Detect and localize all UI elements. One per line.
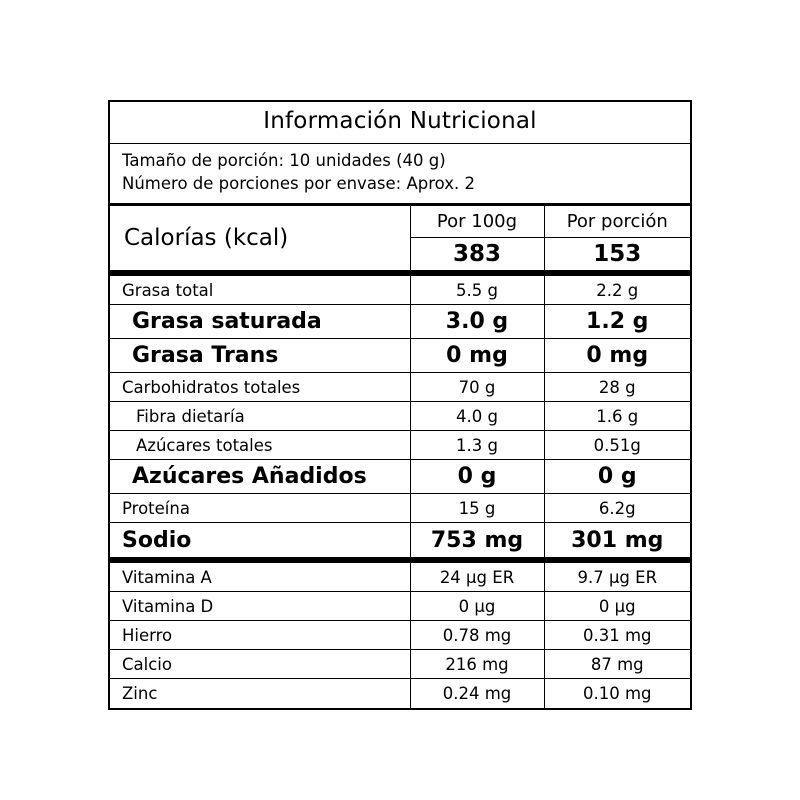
table-row: [110, 679, 690, 708]
panel-title: Información Nutricional: [263, 108, 537, 134]
nutrient-per-100g: 70 g: [410, 373, 544, 402]
micronutrient-name: Vitamina D: [110, 592, 410, 621]
calories-value-per-serving: 153: [544, 238, 690, 270]
nutrient-per-100g: 3.0 g: [410, 305, 544, 339]
nutrient-per-serving: 2.2 g: [544, 276, 690, 305]
nutrient-per-100g: 0 mg: [410, 339, 544, 373]
nutrient-per-serving: 1.2 g: [544, 305, 690, 339]
micronutrients-table: [110, 563, 690, 708]
nutrient-per-100g: 5.5 g: [410, 276, 544, 305]
calories-header-row: [110, 206, 690, 238]
micronutrient-name: Vitamina A: [110, 563, 410, 592]
nutrient-name: Azúcares totales: [110, 431, 410, 460]
micronutrient-per-100g: 0.24 mg: [410, 679, 544, 708]
nutrient-name: Grasa Trans: [110, 339, 410, 373]
calories-label: Calorías (kcal): [124, 224, 289, 251]
table-row: [110, 276, 690, 305]
nutrient-per-100g: 4.0 g: [410, 402, 544, 431]
nutrients-table: [110, 276, 690, 557]
micronutrient-per-100g: 24 µg ER: [410, 563, 544, 592]
table-row: [110, 373, 690, 402]
table-row: [110, 650, 690, 679]
calories-value-per-100g: 383: [410, 238, 544, 270]
table-row: [110, 563, 690, 592]
nutrient-per-100g: 1.3 g: [410, 431, 544, 460]
micronutrient-name: Zinc: [122, 684, 158, 704]
table-row: [110, 523, 690, 557]
serving-info-block: [110, 144, 690, 203]
micronutrient-per-serving: 0 µg: [544, 592, 690, 621]
micronutrient-per-serving: 0.31 mg: [544, 621, 690, 650]
nutrient-per-serving: 0 mg: [544, 339, 690, 373]
table-row: [110, 339, 690, 373]
nutrient-name: Azúcares Añadidos: [110, 460, 410, 494]
micronutrient-per-serving: 87 mg: [544, 650, 690, 679]
nutrient-per-serving: 6.2g: [544, 494, 690, 523]
nutrient-per-serving: 301 mg: [544, 523, 690, 557]
column-header-per-100g: Por 100g: [410, 206, 544, 238]
nutrient-name: Grasa total: [110, 276, 410, 305]
nutrient-per-serving: 0.51g: [544, 431, 690, 460]
micronutrient-name: Calcio: [110, 650, 410, 679]
micronutrient-name: Hierro: [110, 621, 410, 650]
table-row: [110, 621, 690, 650]
nutrient-per-serving: 28 g: [544, 373, 690, 402]
nutrient-per-100g: 15 g: [410, 494, 544, 523]
micronutrient-per-100g: 216 mg: [410, 650, 544, 679]
column-header-per-serving: Por porción: [544, 206, 690, 238]
nutrient-name: Fibra dietaría: [110, 402, 410, 431]
nutrient-name: Proteína: [110, 494, 410, 523]
nutrient-per-100g: 0 g: [410, 460, 544, 494]
nutrition-facts-panel: [108, 100, 692, 710]
calories-table: [110, 206, 690, 270]
table-row: [110, 402, 690, 431]
nutrient-per-serving: 1.6 g: [544, 402, 690, 431]
micronutrient-per-serving: 9.7 µg ER: [544, 563, 690, 592]
table-row: [110, 592, 690, 621]
nutrient-name: Grasa saturada: [110, 305, 410, 339]
nutrient-per-100g: 753 mg: [410, 523, 544, 557]
table-row: [110, 305, 690, 339]
micronutrient-per-100g: 0 µg: [410, 592, 544, 621]
micronutrient-per-serving: 0.10 mg: [544, 679, 690, 708]
nutrient-name: Carbohidratos totales: [110, 373, 410, 402]
micronutrient-per-100g: 0.78 mg: [410, 621, 544, 650]
table-row: [110, 494, 690, 523]
nutrient-name: Sodio: [122, 527, 192, 553]
table-row: [110, 460, 690, 494]
nutrient-per-serving: 0 g: [544, 460, 690, 494]
serving-size-text: Tamaño de porción: 10 unidades (40 g): [122, 151, 446, 170]
table-row: [110, 431, 690, 460]
servings-per-container-text: Número de porciones por envase: Aprox. 2: [122, 174, 476, 194]
